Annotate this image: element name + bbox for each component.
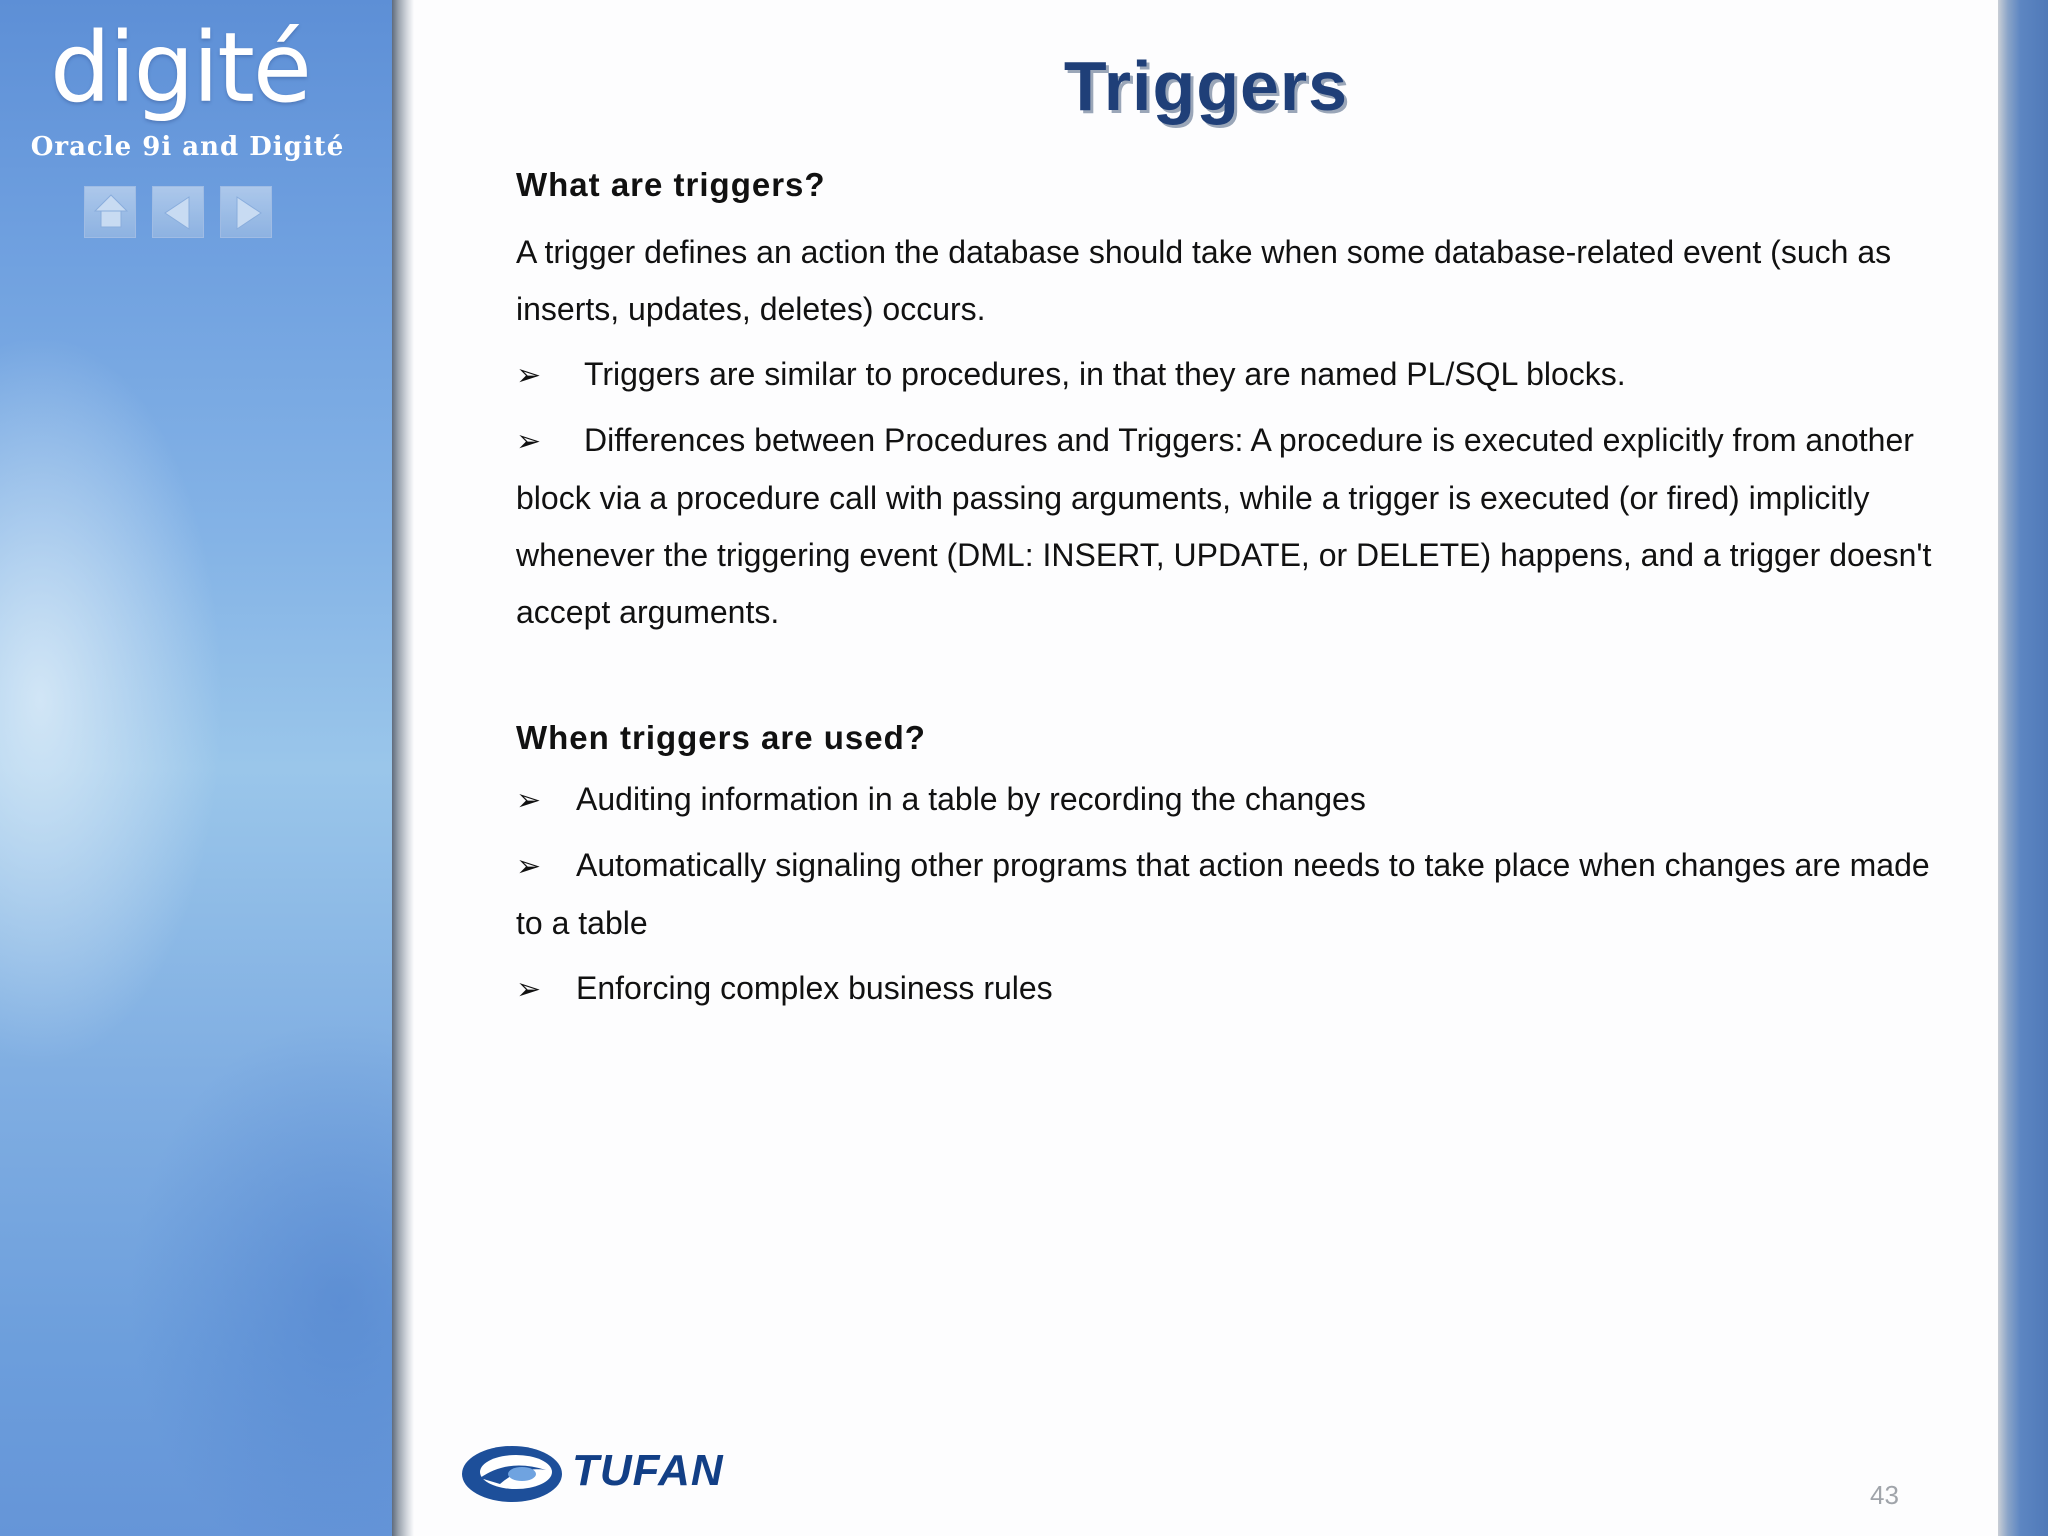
- tufan-swirl-icon: [460, 1440, 570, 1510]
- section-heading-what: What are triggers?: [516, 166, 826, 203]
- sidebar-shadow: [392, 0, 414, 1536]
- arrow-bullet-icon: ➢: [516, 972, 542, 1007]
- previous-button[interactable]: [152, 186, 204, 238]
- digite-logo: digité: [50, 12, 310, 124]
- arrow-right-icon: [221, 187, 273, 239]
- list-item: [516, 346, 1946, 404]
- sidebar: [0, 0, 392, 1536]
- slide-content: [516, 160, 1946, 1018]
- section-heading-when: When triggers are used?: [516, 719, 926, 756]
- slide-navigation: [84, 186, 272, 238]
- home-button[interactable]: [84, 186, 136, 238]
- bullet-text: Differences between Procedures and Triggers: A procedure is executed explicitly from another block via a procedure call with passing arguments, while a trigger is executed (or fired) implicitly whenever the triggering event (DML: INSERT, UPDATE, or DELETE) happens, and a trigger doesn't accept arguments.: [516, 422, 1932, 630]
- sidebar-subtitle: Oracle 9i and Digité: [30, 132, 345, 162]
- bullet-text: Auditing information in a table by recording the changes: [576, 781, 1366, 817]
- bullet-text: Triggers are similar to procedures, in that they are named PL/SQL blocks.: [584, 356, 1626, 392]
- list-item: [516, 837, 1946, 952]
- list-item: [516, 960, 1946, 1018]
- arrow-bullet-icon: ➢: [516, 783, 542, 818]
- bullet-text: Automatically signaling other programs that action needs to take place when changes are made to a table: [516, 847, 1930, 941]
- home-icon: [85, 187, 137, 239]
- intro-paragraph: A trigger defines an action the database should take when some database-related event (such as inserts, updates, deletes) occurs.: [516, 234, 1892, 327]
- arrow-bullet-icon: ➢: [516, 849, 542, 884]
- bullet-text: Enforcing complex business rules: [576, 970, 1053, 1006]
- arrow-bullet-icon: ➢: [516, 358, 542, 393]
- tufan-logo: [460, 1440, 724, 1510]
- list-item: [516, 412, 1946, 641]
- page-number: 43: [1870, 1480, 1899, 1510]
- arrow-left-icon: [153, 187, 205, 239]
- section-gap: [516, 641, 1946, 713]
- tufan-logo-text: TUFAN: [572, 1446, 724, 1495]
- next-button[interactable]: [220, 186, 272, 238]
- right-edge-strip: [1998, 0, 2048, 1536]
- arrow-bullet-icon: ➢: [516, 424, 542, 459]
- list-item: [516, 771, 1946, 829]
- slide-title: Triggers: [1063, 47, 1349, 125]
